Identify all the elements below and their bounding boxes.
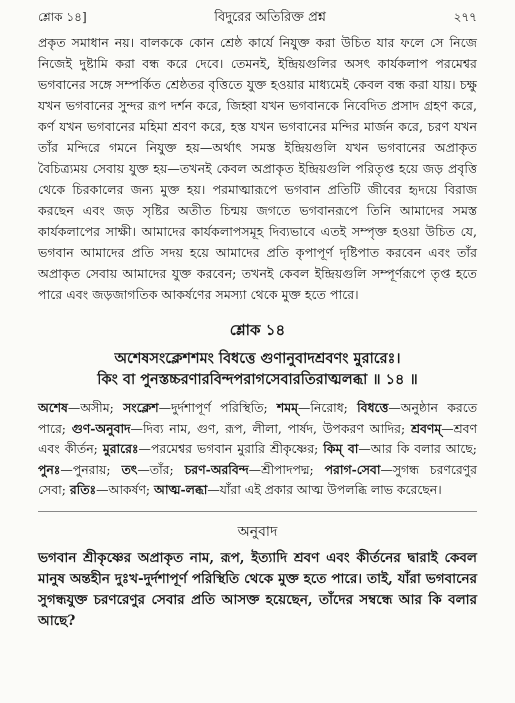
translation-text: ভগবান শ্রীকৃষ্ণের অপ্রাকৃত নাম, রূপ, ইত্যাদি শ্রবণ এবং কীর্তনের দ্বারাই কেবল মানুষ অন্তহীন দুঃখ-দুর্দশাপূর্ণ পরিস্থিতি থেকে মুক্ত হতে পারে। তাই, যাঁরা ভগবানের সুগন্ধযুক্ত চরণরেণুর সেবার প্রতি আসক্ত হয়েছেন, তাঁদের সম্বন্ধে আর কি বলার আছে?	[38, 549, 477, 629]
synonym-term: অশেষ	[38, 400, 68, 415]
synonym-meaning: —দুর্দশাপূর্ণ পরিস্থিতি;	[158, 400, 277, 415]
synonym-term: কিম্ বা	[323, 441, 359, 456]
synonym-meaning: —যাঁরা এই প্রকার আত্ম উপলব্ধি লাভ করেছেন।	[207, 482, 442, 497]
synonym-meaning: —আর কি বলার আছে;	[358, 441, 477, 456]
synonym-meaning: —পুনরায়;	[60, 461, 122, 477]
synonym-meaning: —শ্রবণ এবং কীর্তন;	[38, 420, 478, 456]
purport-paragraph: প্রকৃত সমাধান নয়। বালককে কোন শ্রেষ্ঠ কার্যে নিযুক্ত করা উচিত যার ফলে সে নিজে নিজেই দুষ্টামি করা বন্ধ করে দেবে। তেমনই, ইন্দ্রিয়গুলির অসৎ কার্যকলাপ পরমেশ্বর ভগবানের সঙ্গে সম্পর্কিত শ্রেষ্ঠতর বৃত্তিতে যুক্ত হওয়ার মাধ্যমেই কেবল বন্ধ করা যায়। চক্ষু যখন ভগবানের সুন্দর রূপ দর্শন করে, জিহ্বা যখন ভগবানকে নিবেদিত প্রসাদ গ্রহণ করে, কর্ণ যখন ভগবানের মহিমা শ্রবণ করে, হস্ত যখন ভগবানের মন্দির মার্জন করে, চরণ যখন তাঁর মন্দিরে গমনে নিযুক্ত হয়—অর্থাৎ সমস্ত ইন্দ্রিয়গুলি যখন ভগবানের অপ্রাকৃত বৈচিত্র্যময় সেবায় যুক্ত হয়—তখনই কেবল অপ্রাকৃত ইন্দ্রিয়গুলি পরিতৃপ্ত হয়ে জড় প্রবৃত্তি থেকে চিরকালের জন্য মুক্ত হয়। পরমাত্মারূপে ভগবান প্রতিটি জীবের হৃদয়ে বিরাজ করছেন এবং জড় সৃষ্টির অতীত চিন্ময় জগতে ভগবানরূপে তিনি আমাদের সমস্ত কার্যকলাপের সাক্ষী। আমাদের কার্যকলাপসমূহ দিব্যভাবে এতই সম্পৃক্ত হওয়া উচিত যে, ভগবান আমাদের প্রতি সদয় হয়ে আমাদের প্রতি কৃপাপূর্ণ দৃষ্টিপাত করবেন এবং তাঁর অপ্রাকৃত সেবায় আমাদের যুক্ত করবেন; তখনই কেবল ইন্দ্রিয়গুলি সম্পূর্ণরূপে তৃপ্ত হতে পারে এবং জড়জাগতিক আকর্ষণের সমস্যা থেকে মুক্ত হতে পারে।	[38, 35, 477, 302]
word-for-word-synonyms	[38, 398, 477, 501]
synonym-meaning: —আকর্ষণ;	[96, 482, 155, 497]
translation-heading: অনুবাদ	[237, 523, 278, 540]
verse-text	[38, 348, 477, 390]
synonym-term: পরাগ-সেবা	[324, 461, 381, 477]
verse-line-1: অশেষসংক্লেশশমং বিধত্তে গুণানুবাদশ্রবণং মুরারেঃ।	[114, 350, 401, 367]
synonym-term: আত্ম-লব্ধা	[154, 482, 208, 497]
synonym-meaning: —দিব্য নাম, গুণ, রূপ, লীলা, পার্ষদ, উপকরণ আদির;	[130, 420, 411, 436]
synonym-term: শমম্	[276, 400, 299, 415]
page-header	[38, 8, 477, 30]
verse-heading: শ্লোক ১৪	[229, 321, 286, 339]
synonym-term: তৎ	[121, 461, 138, 477]
synonym-term: শ্রবণম্	[410, 420, 442, 436]
synonym-term: গুণ-অনুবাদ	[71, 420, 131, 436]
synonym-term: মুরারেঃ	[102, 441, 139, 456]
verse-line-2: কিং বা পুনস্তচ্চরণারবিন্দপরাগসেবারতিরাত্মলব্ধা ॥ ১৪ ॥	[97, 371, 418, 388]
divider	[38, 511, 477, 512]
synonym-meaning: —অনুষ্ঠান করতে পারে;	[38, 400, 477, 436]
synonym-term: বিধত্তে	[357, 400, 389, 415]
synonym-meaning: —পরমেশ্বর ভগবান মুরারি শ্রীকৃষ্ণের;	[138, 441, 324, 456]
synonym-meaning: —অসীম;	[67, 400, 124, 415]
synonym-meaning: —নিরোধ;	[298, 400, 358, 415]
chapter-title: বিদুরের অতিরিক্ত প্রশ্ন	[214, 10, 326, 25]
synonym-meaning: —তাঁর;	[137, 461, 185, 477]
synonym-meaning: —সুগন্ধ চরণরেণুর সেবা;	[38, 461, 477, 497]
synonym-term: চরণ-অরবিন্দ	[184, 461, 249, 477]
synonym-meaning: —শ্রীপাদপদ্ম;	[248, 461, 325, 477]
page-number: ২৭৭	[453, 10, 477, 24]
synonym-term: রতিঃ	[69, 482, 97, 497]
synonym-term: সংক্লেশ	[123, 400, 159, 415]
synonym-term: পুনঃ	[38, 461, 61, 477]
verse-reference: শ্লোক ১৪]	[38, 10, 87, 24]
